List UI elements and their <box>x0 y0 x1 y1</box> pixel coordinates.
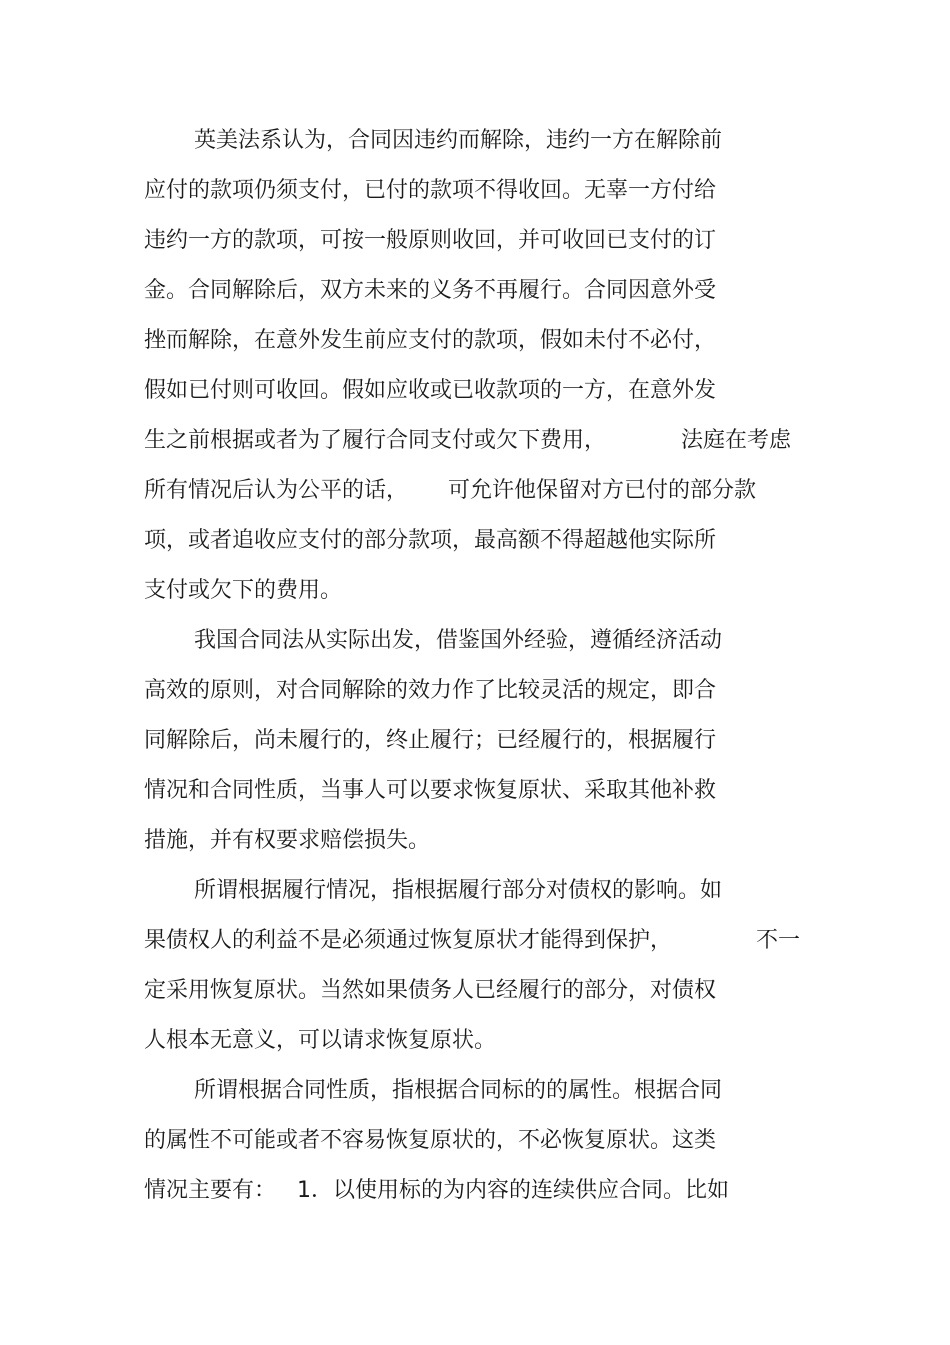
paragraph-4-line-2: 的属性不可能或者不容易恢复原状的，不必恢复原状。这类 <box>144 1128 717 1153</box>
paragraph-3-line-1: 所谓根据履行情况，指根据履行部分对债权的影响。如 <box>194 878 723 903</box>
paragraph-2-line-2: 高效的原则，对合同解除的效力作了比较灵活的规定，即合 <box>144 678 717 703</box>
paragraph-1-line-8a: 所有情况后认为公平的话， <box>144 478 409 503</box>
paragraph-3-line-4: 人根本无意义，可以请求恢复原状。 <box>144 1028 497 1053</box>
paragraph-4-line-3a: 情况主要有： <box>144 1178 277 1203</box>
paragraph-1-line-6: 假如已付则可收回。假如应收或已收款项的一方，在意外发 <box>144 378 717 403</box>
paragraph-1-line-9: 项，或者追收应支付的部分款项，最高额不得超越他实际所 <box>144 528 717 553</box>
paragraph-3-line-3: 定采用恢复原状。当然如果债务人已经履行的部分，对债权 <box>144 978 717 1003</box>
paragraph-2-line-1: 我国合同法从实际出发，借鉴国外经验，遵循经济活动 <box>194 628 723 653</box>
paragraph-2-line-5: 措施，并有权要求赔偿损失。 <box>144 828 431 853</box>
paragraph-2-line-3: 同解除后，尚未履行的，终止履行；已经履行的，根据履行 <box>144 728 717 753</box>
paragraph-1-line-8b: 可允许他保留对方已付的部分款 <box>448 478 757 503</box>
paragraph-1-line-2: 应付的款项仍须支付，已付的款项不得收回。无辜一方付给 <box>144 178 717 203</box>
paragraph-1-line-5: 挫而解除，在意外发生前应支付的款项，假如未付不必付， <box>144 328 717 353</box>
paragraph-3-line-2a: 果债权人的利益不是必须通过恢复原状才能得到保护， <box>144 928 673 953</box>
paragraph-1-line-3: 违约一方的款项，可按一般原则收回，并可收回已支付的订 <box>144 228 717 253</box>
paragraph-1-line-1: 英美法系认为，合同因违约而解除，违约一方在解除前 <box>194 128 723 153</box>
paragraph-1-line-4: 金。合同解除后，双方未来的义务不再履行。合同因意外受 <box>144 278 717 303</box>
paragraph-3-line-2b: 不一 <box>756 928 801 953</box>
paragraph-1-line-7a: 生之前根据或者为了履行合同支付或欠下费用， <box>144 428 607 453</box>
paragraph-1-line-7b: 法庭在考虑 <box>681 428 792 453</box>
paragraph-4-line-1: 所谓根据合同性质，指根据合同标的的属性。根据合同 <box>194 1078 723 1103</box>
paragraph-1-line-10: 支付或欠下的费用。 <box>144 578 343 603</box>
paragraph-4-line-3b: 1．以使用标的为内容的连续供应合同。比如 <box>297 1178 729 1203</box>
paragraph-2-line-4: 情况和合同性质，当事人可以要求恢复原状、采取其他补救 <box>144 778 717 803</box>
